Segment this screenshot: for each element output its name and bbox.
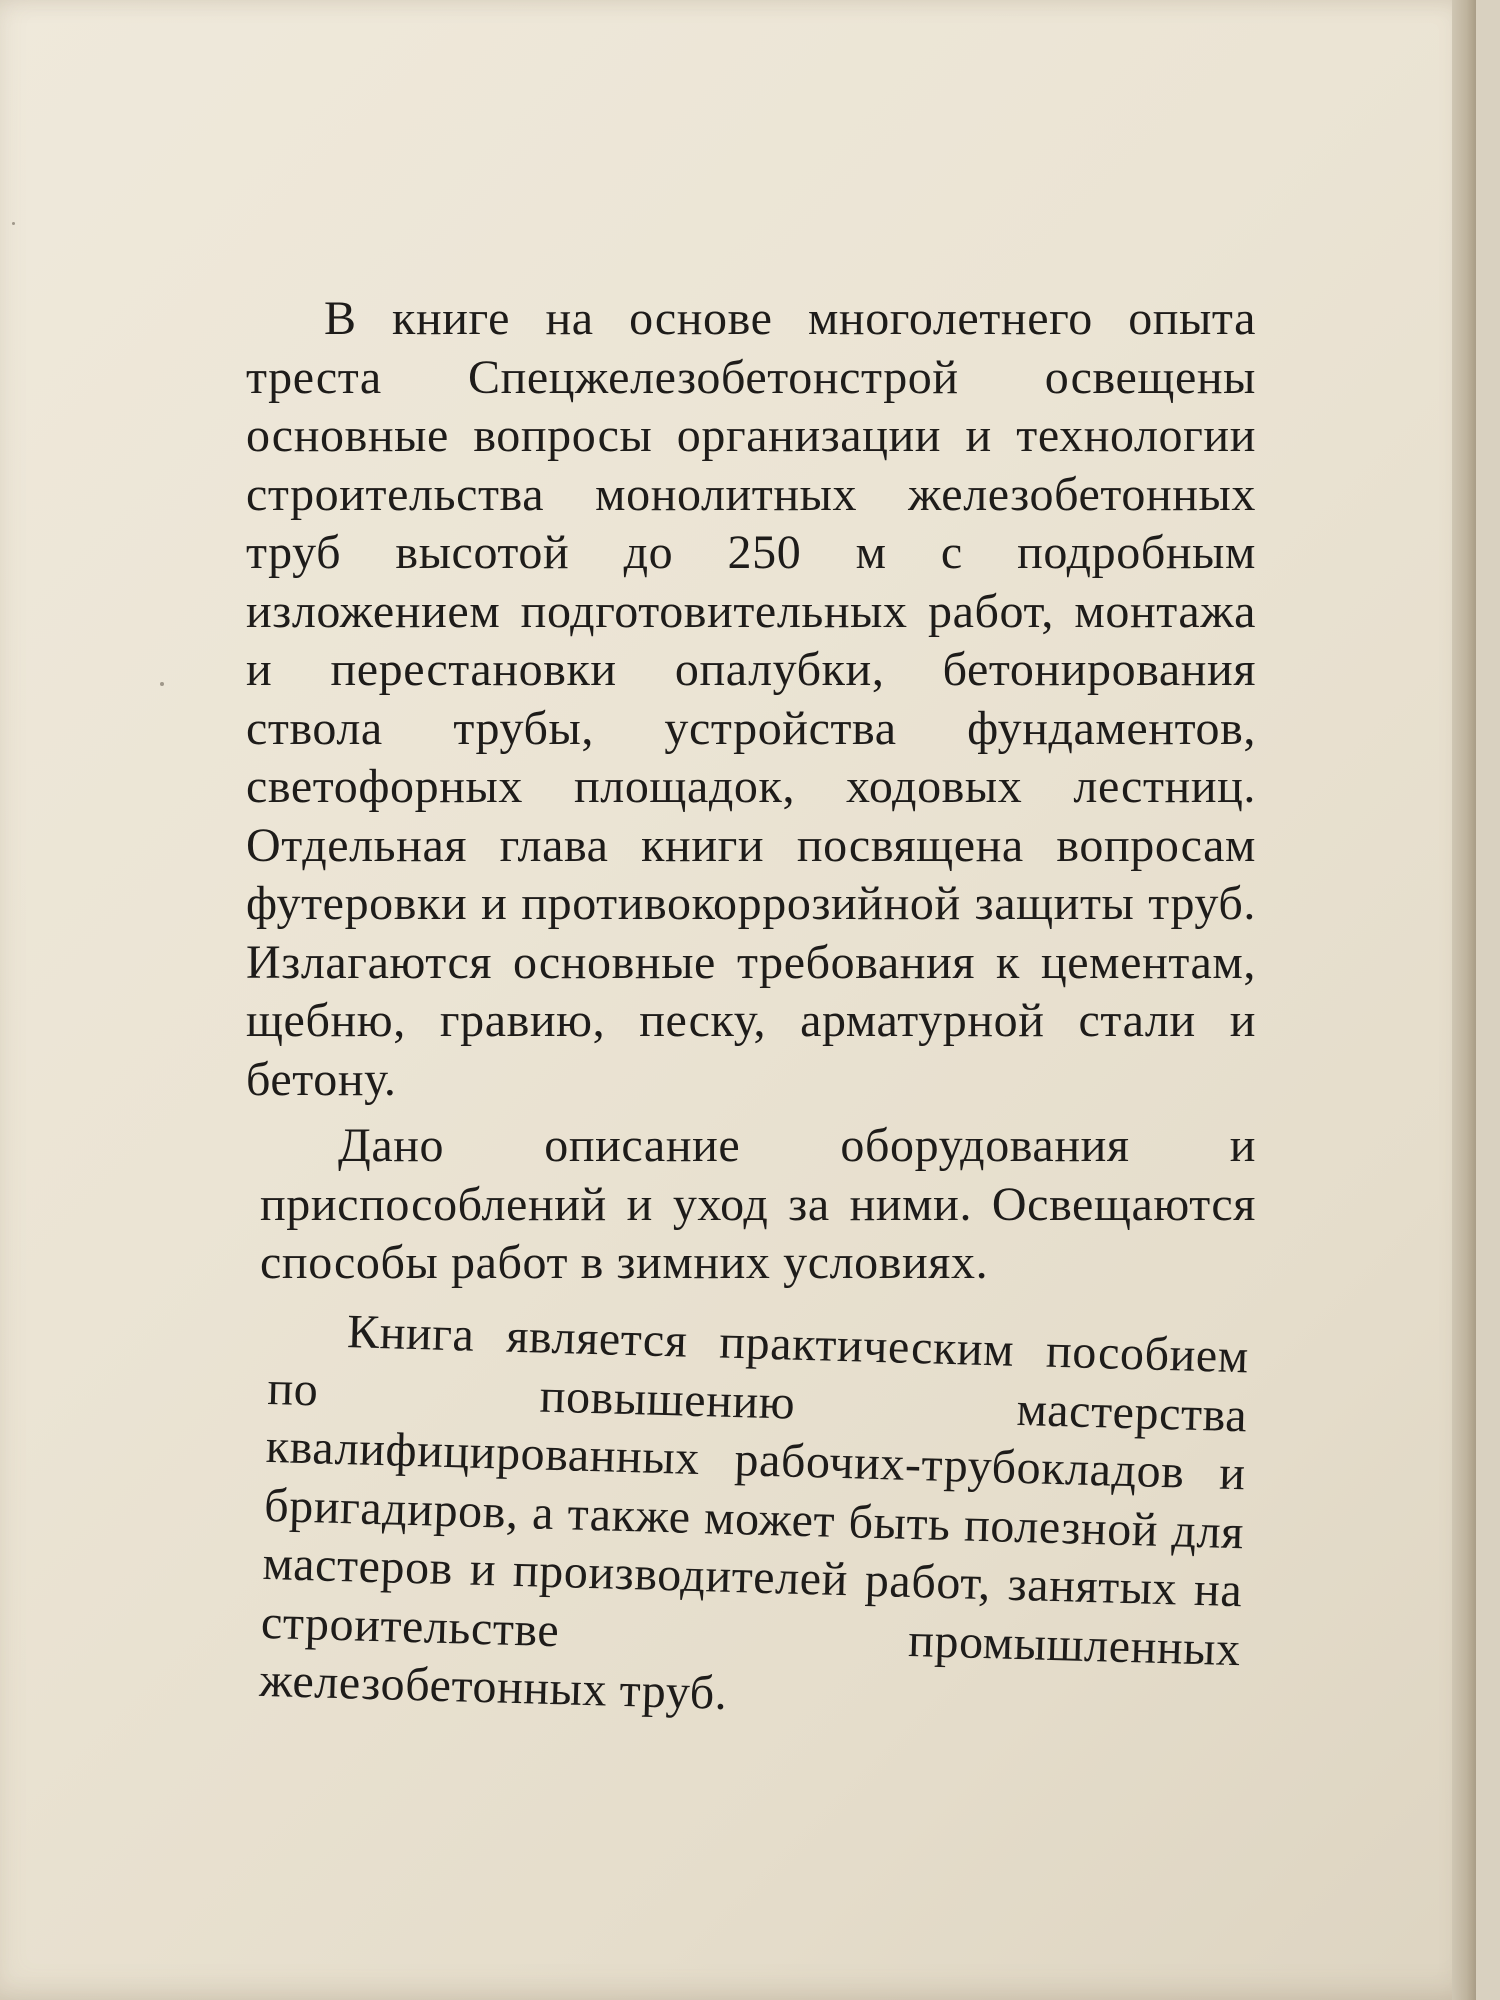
page-edge	[1452, 0, 1476, 2000]
paragraph-equipment: Дано описание оборудования и приспособлений и уход за ними. Освещаются способы работ в зимних условиях.	[260, 1119, 1256, 1289]
paragraph-summary: В книге на основе многолетнего опыта треста Спецжелезобетонстрой освещены основные вопросы организации и технологии строительства монолитных железобетонных труб высотой до 250 м с подробным изложением подготовительных работ, монтажа и перестановки опалубки, бетонирования ствола трубы, устройства фундаментов, светофорных площадок, ходовых лестниц. Отдельная глава книги посвящена вопросам футеровки и противокоррозийной защиты труб. Излагаются основные требования к цементам, щебню, гравию, песку, арматурной стали и бетону.	[246, 292, 1256, 1106]
paper-speck	[160, 682, 164, 686]
paragraph-audience: Книга является практическим пособием по повышению мастерства квалифицированных рабочих-трубокладов и бригадиров, а также может быть полезной для мастеров и производителей работ, занятых на строительстве промышленных железобетонных труб.	[258, 1304, 1250, 1720]
annotation-text	[246, 290, 1256, 1720]
paper-speck	[12, 222, 15, 225]
